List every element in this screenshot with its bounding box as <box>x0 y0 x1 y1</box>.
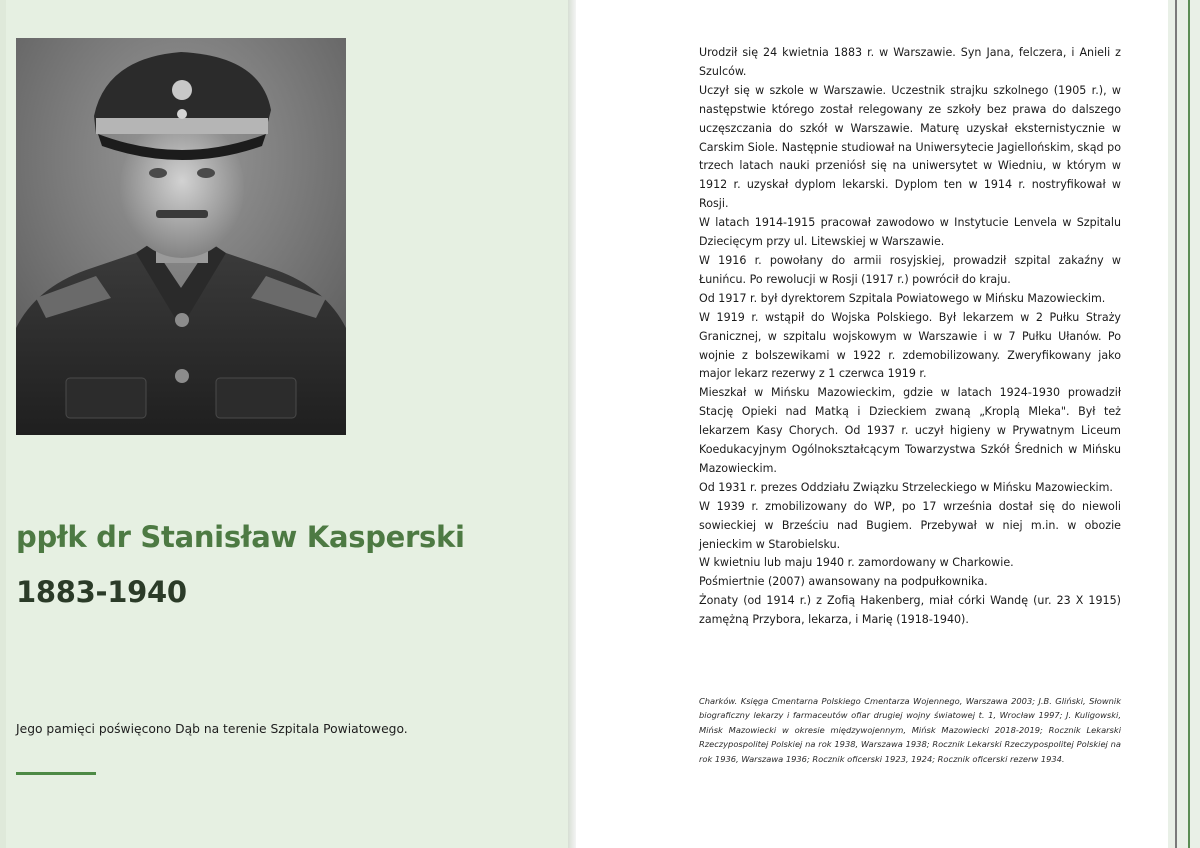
bio-paragraph: Urodził się 24 kwietnia 1883 r. w Warszawie. Syn Jana, felczera, i Anieli z Szulców. <box>699 46 1121 78</box>
portrait-illustration <box>16 38 346 435</box>
next-page-edge <box>1168 0 1200 848</box>
bio-paragraph: W 1939 r. zmobilizowany do WP, po 17 września dostał się do niewoli sowieckiej w Brześciu nad Bugiem. Przebywał w niej m.in. w obozie jenieckim w Starobielsku. <box>699 499 1121 551</box>
bio-paragraph: Od 1931 r. prezes Oddziału Związku Strzeleckiego w Mińsku Mazowieckim. <box>699 480 1113 494</box>
book-spine <box>568 0 576 848</box>
decorative-rule <box>16 772 96 775</box>
bio-paragraph: W kwietniu lub maju 1940 r. zamordowany w Charkowie. <box>699 556 1014 570</box>
bio-paragraph: W latach 1914-1915 pracował zawodowo w Instytucie Lenvela w Szpitalu Dziecięcym przy ul. Litewskiej w Warszawie. <box>699 216 1121 249</box>
bio-paragraph: Mieszkał w Mińsku Mazowieckim, gdzie w latach 1924-1930 prowadził Stację Opieki nad Matką i Dzieckiem zwaną „Kroplą Mleka". Był też lekarzem Kasy Chorych. Od 1937 r. uczył higieny w Prywatnym Liceum Koedukacyjnym Ogólnokształcącym Towarzystwa Szkół Średnich w Mińsku Mazowieckim. <box>699 386 1121 475</box>
bio-paragraph: Żonaty (od 1914 r.) z Zofią Hakenberg, miał córki Wandę (ur. 23 X 1915) zamężną Przybora, lekarza, i Marię (1918-1940). <box>699 594 1121 627</box>
edge-line-green <box>1188 0 1190 848</box>
sources-bibliography: Charków. Księga Cmentarna Polskiego Cmentarza Wojennego, Warszawa 2003; J.B. Gliński, Słownik biograficzny lekarzy i farmaceutów ofiar drugiej wojny światowej t. 1, Wrocław 1997; J. Kuligowski, Mińsk Mazowiecki w okresie międzywojennym, Mińsk Mazowiecki 2018-2019; Rocznik Lekarski Rzeczypospolitej Polskiej na rok 1938, Warszawa 1938; Rocznik Lekarski Rzeczypospolitej Polskiej na rok 1936, Warszawa 1936; Rocznik oficerski 1923, 1924; Rocznik oficerski rezerw 1934. <box>699 696 1121 764</box>
page-edge <box>0 0 6 848</box>
bio-paragraph: W 1916 r. powołany do armii rosyjskiej, prowadził szpital zakaźny w Łunińcu. Po rewolucji w Rosji (1917 r.) powrócił do kraju. <box>699 253 1121 286</box>
dedication-text: Jego pamięci poświęcono Dąb na terenie Szpitala Powiatowego. <box>16 722 408 736</box>
life-years: 1883-1940 <box>16 575 187 609</box>
left-page <box>0 0 568 848</box>
portrait-photo <box>16 38 346 435</box>
person-name: ppłk dr Stanisław Kasperski <box>16 520 465 554</box>
bio-paragraph: W 1919 r. wstąpił do Wojska Polskiego. Był lekarzem w 2 Pułku Straży Granicznej, w szpitalu wojskowym w Warszawie i w 7 Pułku Ułanów. Po wojnie z bolszewikami w 1922 r. zdemobilizowany. Zweryfikowany jako major lekarz rezerwy z 1 czerwca 1919 r. <box>699 310 1121 381</box>
bio-paragraph: Pośmiertnie (2007) awansowany na podpułkownika. <box>699 575 988 589</box>
bio-paragraph: Uczył się w szkole w Warszawie. Uczestnik strajku szkolnego (1905 r.), w następstwie którego został relegowany ze szkoły bez prawa do dalszego uczęszczania do szkół w Warszawie. Maturę uzyskał eksternistycznie w Carskim Siole. Następnie studiował na Uniwersytecie Jagiellońskim, skąd po trzech latach nauki przeniósł się na uniwersytet w Wiedniu, w którym w 1912 r. uzyskał dyplom lekarski. Dyplom ten w 1914 r. nostryfikował w Rosji. <box>699 83 1121 211</box>
biography-text <box>699 44 1121 630</box>
bio-paragraph: Od 1917 r. był dyrektorem Szpitala Powiatowego w Mińsku Mazowieckim. <box>699 291 1106 305</box>
edge-line <box>1175 0 1177 848</box>
